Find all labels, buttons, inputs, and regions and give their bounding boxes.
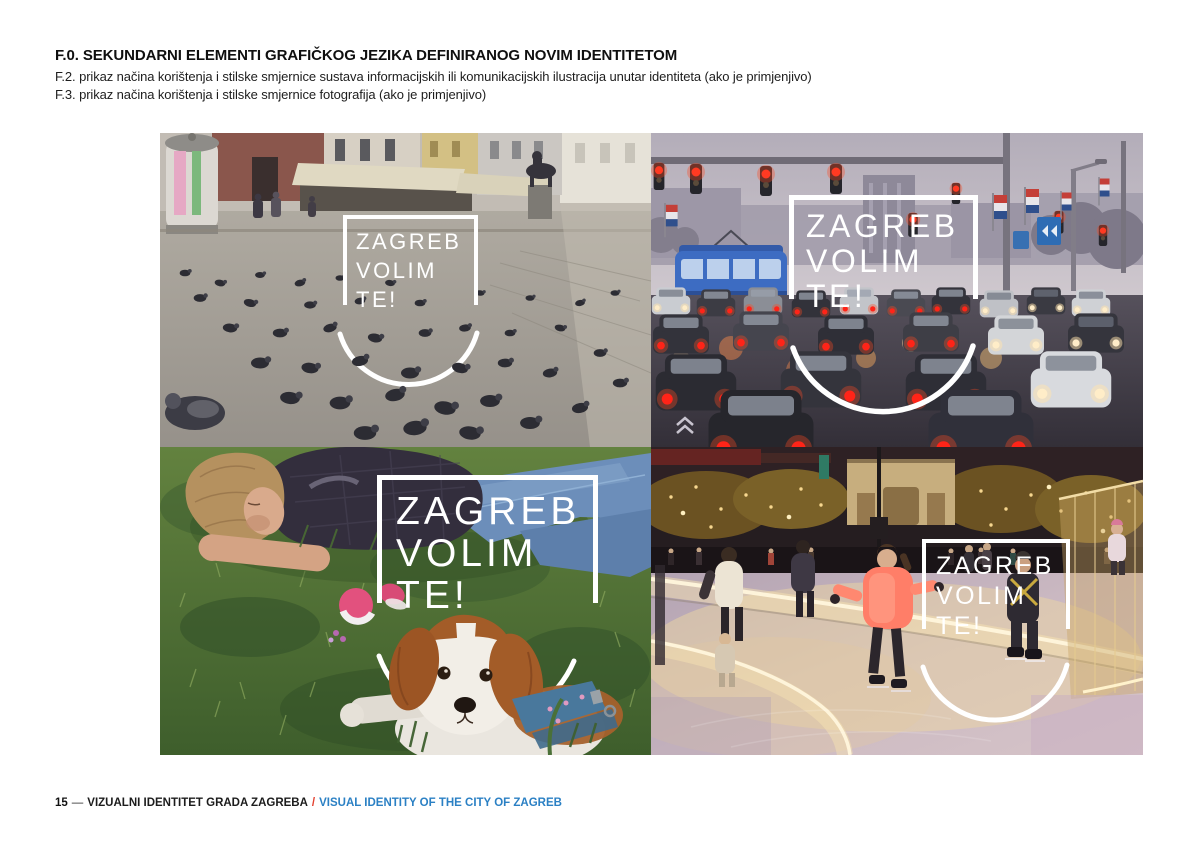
logo-line-3: TE!: [396, 574, 469, 617]
page-title: F.0. SEKUNDARNI ELEMENTI GRAFIČKOG JEZIKA DEFINIRANOG NOVIM IDENTITETOM: [55, 47, 678, 64]
logo-line-3: TE!: [936, 612, 983, 640]
logo-line-2: VOLIM: [806, 243, 924, 279]
logo-line-1: ZAGREB: [396, 490, 581, 533]
footer-text-english: VISUAL IDENTITY OF THE CITY OF ZAGREB: [319, 797, 562, 809]
footer-text-croatian: VIZUALNI IDENTITET GRADA ZAGREBA: [87, 797, 308, 809]
photo-traffic-dusk: [651, 133, 1143, 447]
zagreb-volim-te-logo: [789, 195, 978, 314]
logo-text: [794, 200, 973, 314]
photo-pigeons-square: [160, 133, 651, 447]
subtitle-f2: F.2. prikaz načina korištenja i stilske smjernice sustava informacijskih ili komunikacijskih ilustracija unutar identiteta (ako je primjenjivo): [55, 69, 812, 84]
lamp-post: [655, 565, 665, 665]
photo-grid: [160, 133, 1143, 755]
logo-line-2: VOLIM: [356, 258, 437, 283]
glass-wall: [1059, 481, 1143, 699]
page-header: [55, 47, 812, 103]
logo-line-2: VOLIM: [936, 582, 1027, 610]
zagreb-volim-te-logo: [922, 539, 1070, 640]
advertising-column: [165, 133, 219, 234]
photo-ice-rink: [651, 447, 1143, 755]
logo-line-3: TE!: [356, 287, 398, 312]
logo-line-2: VOLIM: [396, 532, 538, 575]
photo-grass-puppy: [160, 447, 651, 755]
red-banner: [651, 449, 761, 465]
logo-line-1: ZAGREB: [806, 208, 959, 244]
logo-line-1: ZAGREB: [936, 552, 1054, 580]
logo-text: [926, 543, 1066, 641]
building-skyline: [160, 133, 651, 211]
footer-slash: /: [311, 797, 316, 809]
logo-text: [347, 219, 474, 314]
logo-line-1: ZAGREB: [356, 229, 462, 254]
zagreb-volim-te-logo: [377, 475, 598, 617]
zagreb-volim-te-logo: [343, 215, 478, 312]
footer-dash: —: [71, 797, 84, 809]
subtitle-f3: F.3. prikaz načina korištenja i stilske smjernice fotografija (ako je primjenjivo): [55, 86, 487, 102]
page-number: 15: [55, 797, 68, 809]
logo-text: [382, 480, 593, 617]
logo-line-3: TE!: [806, 278, 867, 314]
page-footer: [55, 797, 566, 809]
